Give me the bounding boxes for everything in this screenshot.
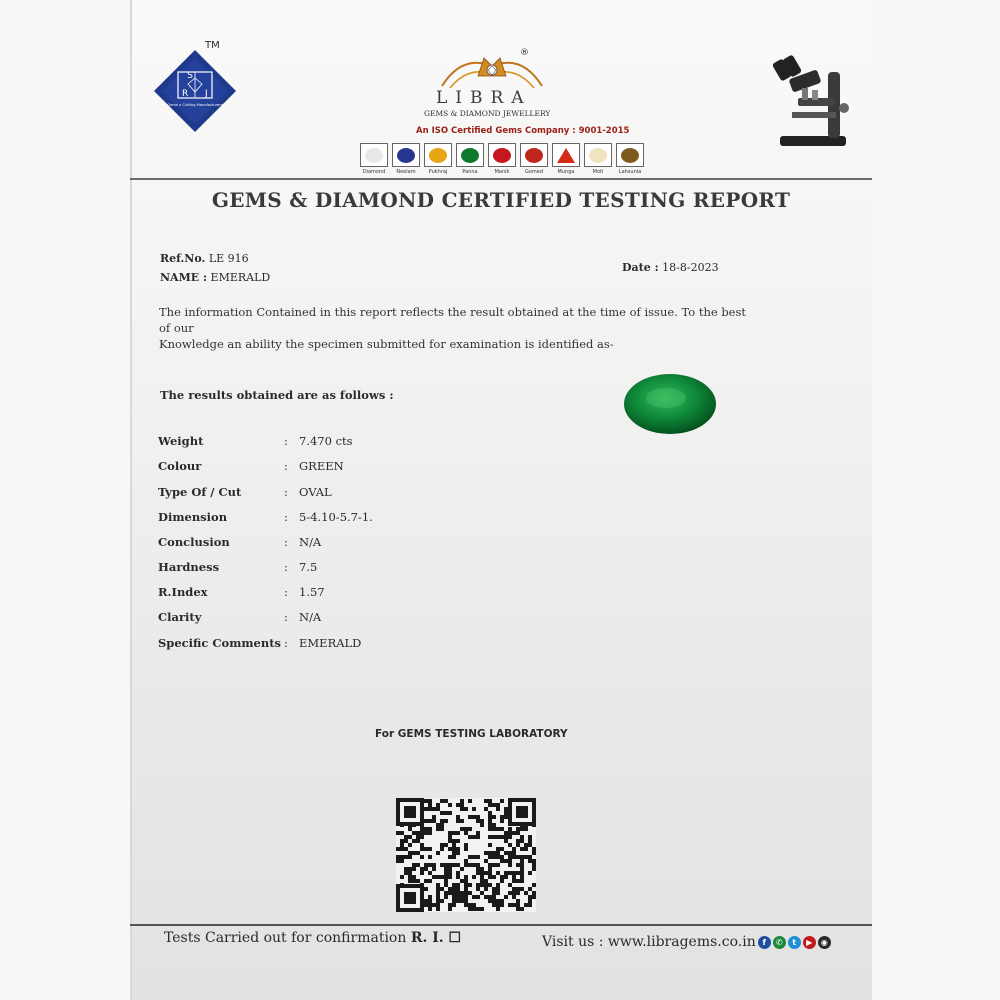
spec-value: 1.57 [299,585,325,599]
spec-value: GREEN [299,459,344,473]
gem-thumbnail [616,143,644,167]
confirmation-text: Tests Carried out for confirmation [164,930,407,946]
footer-divider [130,924,872,926]
website-note [542,934,831,950]
gem-thumbnail [520,143,548,167]
gem-label: Gomed [524,169,544,175]
spec-colon: : [284,585,288,599]
gem-label: Moti [592,169,604,175]
emerald-gem-image [614,362,722,448]
gem-stone-icon [621,148,639,163]
brand-subtitle: GEMS & DIAMOND JEWELLERY [424,109,551,118]
spec-value: 7.470 cts [299,434,353,448]
youtube-icon[interactable]: ▶ [803,936,816,949]
spec-row [158,434,478,454]
ref-value: LE 916 [208,252,249,265]
specimen-name [160,271,270,284]
brand-name: LIBRA [436,88,532,108]
gem-item [519,143,549,177]
spec-colon: : [284,535,288,549]
spec-value: 5-4.10-5.7-1. [299,510,373,524]
spec-label: Conclusion [158,535,230,549]
spec-label: Colour [158,459,202,473]
srj-logo [152,48,238,134]
registered-mark: ® [520,48,529,58]
iso-certification: An ISO Certified Gems Company : 9001-2015 [416,126,630,136]
spec-colon: : [284,610,288,624]
gem-label: Munga [557,169,575,175]
results-heading: The results obtained are as follows : [160,388,394,402]
website-text: Visit us : www.libragems.co.in [542,934,756,950]
lab-signature-line: For GEMS TESTING LABORATORY [375,728,568,740]
gem-item [391,143,421,177]
gem-item [551,143,581,177]
spec-row [158,459,478,479]
paper-edge [130,0,132,1000]
gem-stone-icon [429,148,447,163]
background-left [0,0,130,1000]
gem-item [487,143,517,177]
intro-line-2: Knowledge an ability the specimen submitted for examination is identified as- [159,337,614,351]
instagram-icon[interactable]: ◉ [818,936,831,949]
spec-value: EMERALD [299,636,362,650]
spec-colon: : [284,459,288,473]
ref-label: Ref.No. [160,252,206,265]
spec-row [158,585,478,605]
spec-row [158,560,478,580]
srj-letter-j: J [205,89,208,99]
gem-item [615,143,645,177]
facebook-icon[interactable]: f [758,936,771,949]
gem-label: Panna [462,169,478,175]
spec-label: Hardness [158,560,220,574]
name-label: NAME : [160,271,208,284]
microscope-icon [772,52,854,152]
spec-row [158,610,478,630]
gem-label: Pukhraj [428,169,448,175]
qr-code [396,798,536,912]
gem-thumbnail [424,143,452,167]
gem-item [455,143,485,177]
header-divider [130,178,872,180]
gem-thumbnail [488,143,516,167]
gem-item [423,143,453,177]
trademark-symbol: TM [205,40,220,51]
gem-stone-icon [493,148,511,163]
whatsapp-icon[interactable]: ✆ [773,936,786,949]
spec-colon: : [284,636,288,650]
spec-row [158,485,478,505]
spec-label: Clarity [158,610,202,624]
spec-row [158,535,478,555]
spec-row [158,510,478,530]
gem-stone-icon [461,148,479,163]
gem-label: Neelam [396,169,416,175]
spec-value: N/A [299,610,322,624]
spec-value: N/A [299,535,322,549]
gem-stone-icon [589,148,607,163]
date-value: 18-8-2023 [662,261,719,274]
spec-label: Specific Comments [158,636,282,650]
spec-value: 7.5 [299,560,318,574]
report-date [622,261,719,274]
reference-number [160,252,249,265]
gem-thumbnail [584,143,612,167]
intro-line-1: The information Contained in this report reflects the result obtained at the time of issue. To the best of our [159,305,747,335]
confirmation-code: R. I. ☐ [410,930,462,946]
spec-colon: : [284,434,288,448]
gem-stone-icon [525,148,543,163]
gem-thumbnail [552,143,580,167]
gem-stone-icon [557,148,575,163]
gem-label: Manik [494,169,510,175]
name-value: EMERALD [210,271,271,284]
spec-colon: : [284,510,288,524]
spec-label: Type Of / Cut [158,485,242,499]
gem-stone-icon [397,148,415,163]
gem-stone-icon [365,148,383,163]
gem-strip [359,143,647,177]
spec-row [158,636,478,656]
spec-colon: : [284,560,288,574]
gem-item [359,143,389,177]
background-right [872,0,1000,1000]
gem-label: Lahsunia [618,169,642,175]
spec-colon: : [284,485,288,499]
gem-label: Diamond [362,169,386,175]
spec-label: Weight [158,434,204,448]
srj-tagline: Gems n Cutting Manufacturers [167,103,223,107]
gem-thumbnail [392,143,420,167]
report-title: GEMS & DIAMOND CERTIFIED TESTING REPORT [211,188,791,212]
gem-thumbnail [456,143,484,167]
spec-label: Dimension [158,510,228,524]
twitter-icon[interactable]: t [788,936,801,949]
srj-letter-r: R [182,89,189,99]
gem-item [583,143,613,177]
intro-paragraph [159,304,759,352]
spec-label: R.Index [158,585,208,599]
srj-letter-s: S [187,71,193,81]
spec-value: OVAL [299,485,332,499]
confirmation-note [164,930,461,946]
date-label: Date : [622,261,659,274]
gem-thumbnail [360,143,388,167]
